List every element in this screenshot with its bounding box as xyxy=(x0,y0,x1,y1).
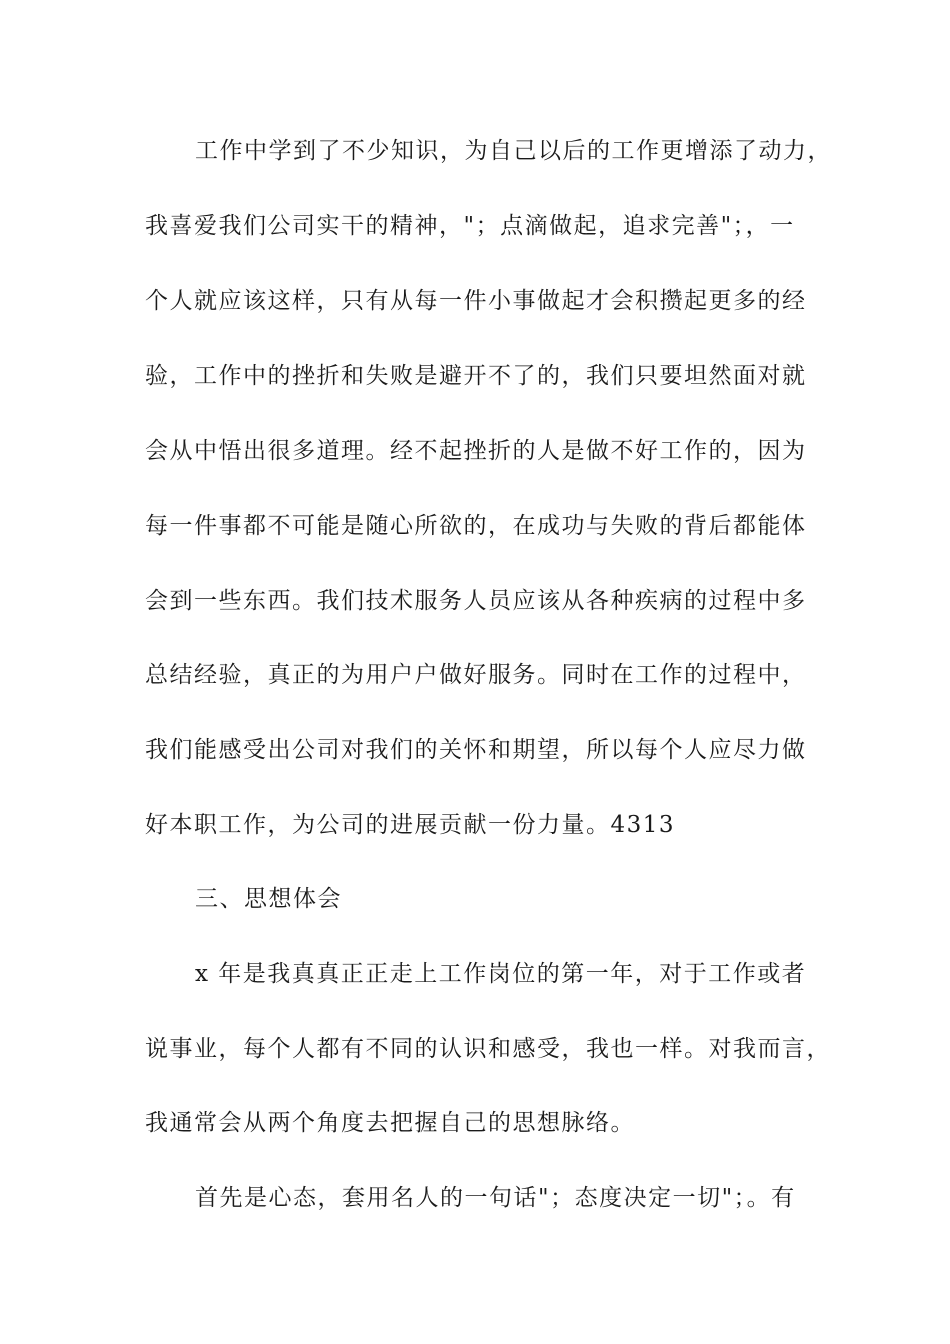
paragraph-line: 好本职工作，为公司的进展贡献一份力量。4313 xyxy=(145,812,676,838)
paragraph-line: 个人就应该这样，只有从每一件小事做起才会积攒起更多的经 xyxy=(145,288,807,314)
section-heading: 三、思想体会 xyxy=(195,886,342,912)
paragraph-line: 我喜爱我们公司实干的精神，"；点滴做起，追求完善"；，一 xyxy=(145,213,795,239)
paragraph-line: 验，工作中的挫折和失败是避开不了的，我们只要坦然面对就 xyxy=(145,363,807,389)
paragraph-line: 我们能感受出公司对我们的关怀和期望，所以每个人应尽力做 xyxy=(145,737,807,763)
paragraph-line: 总结经验，真正的为用户户做好服务。同时在工作的过程中， xyxy=(145,662,807,688)
paragraph-line: x 年是我真真正正走上工作岗位的第一年，对于工作或者 xyxy=(195,961,807,987)
paragraph-line: 我通常会从两个角度去把握自己的思想脉络。 xyxy=(145,1110,635,1136)
paragraph-line: 说事业，每个人都有不同的认识和感受，我也一样。对我而言， xyxy=(145,1036,831,1062)
paragraph-line: 会从中悟出很多道理。经不起挫折的人是做不好工作的，因为 xyxy=(145,438,807,464)
paragraph-line: 首先是心态，套用名人的一句话"；态度决定一切"；。有 xyxy=(195,1185,796,1211)
paragraph-line: 会到一些东西。我们技术服务人员应该从各种疾病的过程中多 xyxy=(145,588,807,614)
paragraph-line: 工作中学到了不少知识，为自己以后的工作更增添了动力， xyxy=(195,138,832,164)
paragraph-line: 每一件事都不可能是随心所欲的，在成功与失败的背后都能体 xyxy=(145,513,807,539)
